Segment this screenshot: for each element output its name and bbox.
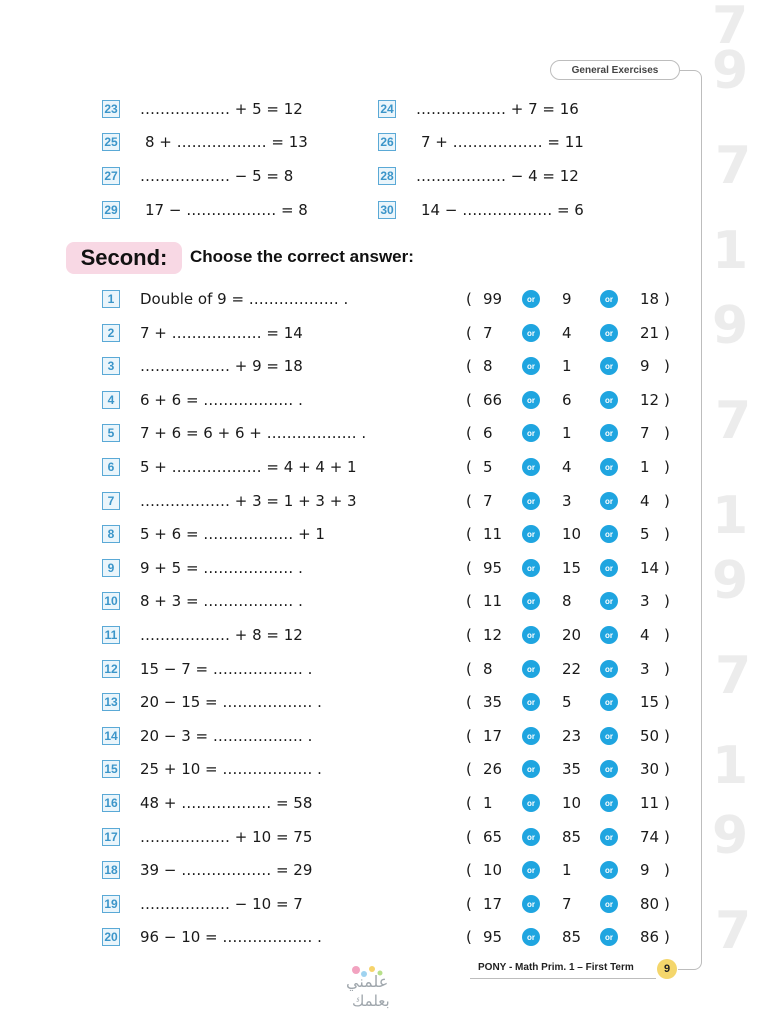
close-paren: )	[664, 727, 670, 745]
answer-option[interactable]: 5	[483, 458, 493, 476]
close-paren: )	[664, 660, 670, 678]
or-icon: or	[600, 424, 618, 442]
answer-option[interactable]: 4	[562, 324, 572, 342]
answer-option[interactable]: 20	[562, 626, 582, 644]
section-header-tag: General Exercises	[550, 60, 680, 80]
close-paren: )	[664, 290, 670, 308]
open-paren: (	[466, 794, 472, 812]
exercise-text: ……………… − 4 = 12	[416, 167, 579, 185]
or-icon: or	[522, 794, 540, 812]
exercise-text: ……………… + 5 = 12	[140, 100, 303, 118]
bg-digit: 9	[712, 296, 749, 356]
or-icon: or	[522, 760, 540, 778]
open-paren: (	[466, 324, 472, 342]
item-number: 25	[102, 133, 120, 151]
open-paren: (	[466, 492, 472, 510]
answer-option[interactable]: 5	[562, 693, 572, 711]
exercise-text: ……………… + 7 = 16	[416, 100, 579, 118]
question-number: 4	[102, 391, 120, 409]
or-icon: or	[600, 525, 618, 543]
or-icon: or	[522, 928, 540, 946]
answer-option[interactable]: 3	[640, 660, 650, 678]
open-paren: (	[466, 592, 472, 610]
answer-option[interactable]: 11	[483, 525, 503, 543]
open-paren: (	[466, 895, 472, 913]
question-number: 13	[102, 693, 120, 711]
bg-digit: 9	[712, 806, 749, 866]
answer-option[interactable]: 14	[640, 559, 660, 577]
close-paren: )	[664, 391, 670, 409]
exercise-text: 7 + ……………… = 11	[421, 133, 584, 151]
publisher-logo	[340, 962, 420, 1012]
or-icon: or	[600, 391, 618, 409]
question-text: 25 + 10 = ……………… .	[140, 760, 322, 778]
answer-option[interactable]: 66	[483, 391, 503, 409]
close-paren: )	[664, 357, 670, 375]
answer-option[interactable]: 30	[640, 760, 660, 778]
question-number: 6	[102, 458, 120, 476]
question-number: 16	[102, 794, 120, 812]
answer-option[interactable]: 5	[640, 525, 650, 543]
answer-option[interactable]: 95	[483, 559, 503, 577]
open-paren: (	[466, 458, 472, 476]
open-paren: (	[466, 828, 472, 846]
bg-digit: 7	[715, 646, 752, 706]
open-paren: (	[466, 861, 472, 879]
question-number: 17	[102, 828, 120, 846]
or-icon: or	[522, 324, 540, 342]
or-icon: or	[600, 727, 618, 745]
section-instruction: Choose the correct answer:	[190, 247, 414, 266]
answer-option[interactable]: 85	[562, 928, 582, 946]
close-paren: )	[664, 626, 670, 644]
page-number: 9	[657, 959, 677, 979]
close-paren: )	[664, 760, 670, 778]
or-icon: or	[522, 559, 540, 577]
answer-option[interactable]: 1	[640, 458, 650, 476]
logo-line-1: علمني	[346, 972, 389, 991]
open-paren: (	[466, 760, 472, 778]
or-icon: or	[600, 693, 618, 711]
or-icon: or	[522, 290, 540, 308]
answer-option[interactable]: 4	[640, 492, 650, 510]
or-icon: or	[600, 492, 618, 510]
answer-option[interactable]: 4	[562, 458, 572, 476]
section-label: Second:	[66, 242, 182, 274]
question-text: ……………… + 9 = 18	[140, 357, 303, 375]
answer-option[interactable]: 1	[483, 794, 493, 812]
question-text: ……………… + 3 = 1 + 3 + 3	[140, 492, 357, 510]
question-number: 12	[102, 660, 120, 678]
answer-option[interactable]: 7	[483, 492, 493, 510]
or-icon: or	[600, 794, 618, 812]
footer-line	[470, 978, 656, 979]
answer-option[interactable]: 12	[640, 391, 660, 409]
question-text: ……………… − 10 = 7	[140, 895, 303, 913]
answer-option[interactable]: 9	[640, 357, 650, 375]
answer-option[interactable]: 3	[562, 492, 572, 510]
question-text: 6 + 6 = ……………… .	[140, 391, 303, 409]
or-icon: or	[600, 290, 618, 308]
answer-option[interactable]: 17	[483, 895, 503, 913]
open-paren: (	[466, 727, 472, 745]
or-icon: or	[522, 861, 540, 879]
answer-option[interactable]: 18	[640, 290, 660, 308]
question-text: 8 + 3 = ……………… .	[140, 592, 303, 610]
question-number: 20	[102, 928, 120, 946]
question-text: 9 + 5 = ……………… .	[140, 559, 303, 577]
item-number: 28	[378, 167, 396, 185]
answer-option[interactable]: 80	[640, 895, 660, 913]
answer-option[interactable]: 10	[562, 525, 582, 543]
bg-digit: 7	[712, 0, 749, 56]
or-icon: or	[600, 861, 618, 879]
or-icon: or	[522, 592, 540, 610]
close-paren: )	[664, 424, 670, 442]
close-paren: )	[664, 928, 670, 946]
bg-digit: 7	[715, 136, 752, 196]
item-number: 30	[378, 201, 396, 219]
question-number: 1	[102, 290, 120, 308]
answer-option[interactable]: 8	[483, 357, 493, 375]
close-paren: )	[664, 895, 670, 913]
or-icon: or	[522, 693, 540, 711]
close-paren: )	[664, 794, 670, 812]
answer-option[interactable]: 6	[483, 424, 493, 442]
or-icon: or	[522, 626, 540, 644]
item-number: 26	[378, 133, 396, 151]
or-icon: or	[600, 324, 618, 342]
answer-option[interactable]: 9	[640, 861, 650, 879]
question-text: 5 + ……………… = 4 + 4 + 1	[140, 458, 357, 476]
answer-option[interactable]: 15	[640, 693, 660, 711]
or-icon: or	[600, 357, 618, 375]
frame-corner-top	[680, 70, 702, 80]
exercise-text: 17 − ……………… = 8	[145, 201, 308, 219]
or-icon: or	[522, 357, 540, 375]
answer-option[interactable]: 9	[562, 290, 572, 308]
close-paren: )	[664, 592, 670, 610]
close-paren: )	[664, 458, 670, 476]
answer-option[interactable]: 74	[640, 828, 660, 846]
or-icon: or	[522, 391, 540, 409]
question-number: 9	[102, 559, 120, 577]
answer-option[interactable]: 8	[483, 660, 493, 678]
or-icon: or	[522, 828, 540, 846]
open-paren: (	[466, 290, 472, 308]
answer-option[interactable]: 7	[483, 324, 493, 342]
exercise-text: ……………… − 5 = 8	[140, 167, 294, 185]
answer-option[interactable]: 50	[640, 727, 660, 745]
answer-option[interactable]: 11	[483, 592, 503, 610]
open-paren: (	[466, 693, 472, 711]
answer-option[interactable]: 10	[483, 861, 503, 879]
or-icon: or	[522, 525, 540, 543]
bg-digit: 9	[712, 551, 749, 611]
item-number: 24	[378, 100, 396, 118]
answer-option[interactable]: 1	[562, 861, 572, 879]
question-text: Double of 9 = ……………… .	[140, 290, 349, 308]
question-text: 20 − 3 = ……………… .	[140, 727, 313, 745]
question-number: 3	[102, 357, 120, 375]
close-paren: )	[664, 828, 670, 846]
exercise-text: 14 − ……………… = 6	[421, 201, 584, 219]
answer-option[interactable]: 26	[483, 760, 503, 778]
or-icon: or	[600, 559, 618, 577]
open-paren: (	[466, 559, 472, 577]
or-icon: or	[600, 458, 618, 476]
answer-option[interactable]: 35	[483, 693, 503, 711]
question-text: 96 − 10 = ……………… .	[140, 928, 322, 946]
answer-option[interactable]: 1	[562, 424, 572, 442]
answer-option[interactable]: 7	[640, 424, 650, 442]
close-paren: )	[664, 492, 670, 510]
or-icon: or	[522, 895, 540, 913]
question-number: 19	[102, 895, 120, 913]
answer-option[interactable]: 95	[483, 928, 503, 946]
answer-option[interactable]: 12	[483, 626, 503, 644]
question-number: 2	[102, 324, 120, 342]
answer-option[interactable]: 3	[640, 592, 650, 610]
or-icon: or	[522, 660, 540, 678]
bg-digit: 1	[712, 486, 749, 546]
logo-line-2: بعلمك	[352, 992, 390, 1010]
bg-digit: 7	[715, 901, 752, 961]
answer-option[interactable]: 1	[562, 357, 572, 375]
question-text: 48 + ……………… = 58	[140, 794, 313, 812]
answer-option[interactable]: 99	[483, 290, 503, 308]
or-icon: or	[522, 458, 540, 476]
footer-book-title: PONY - Math Prim. 1 – First Term	[478, 962, 634, 973]
answer-option[interactable]: 85	[562, 828, 582, 846]
question-text: 7 + ……………… = 14	[140, 324, 303, 342]
answer-option[interactable]: 6	[562, 391, 572, 409]
answer-option[interactable]: 15	[562, 559, 582, 577]
answer-option[interactable]: 35	[562, 760, 582, 778]
question-number: 5	[102, 424, 120, 442]
frame-line	[701, 80, 702, 952]
answer-option[interactable]: 10	[562, 794, 582, 812]
or-icon: or	[600, 928, 618, 946]
answer-option[interactable]: 65	[483, 828, 503, 846]
bg-digit: 9	[712, 41, 749, 101]
question-text: ……………… + 10 = 75	[140, 828, 313, 846]
question-text: 20 − 15 = ……………… .	[140, 693, 322, 711]
question-text: 15 − 7 = ……………… .	[140, 660, 313, 678]
question-text: 7 + 6 = 6 + 6 + ……………… .	[140, 424, 367, 442]
open-paren: (	[466, 357, 472, 375]
or-icon: or	[600, 626, 618, 644]
or-icon: or	[522, 492, 540, 510]
item-number: 23	[102, 100, 120, 118]
bg-digit: 1	[712, 736, 749, 796]
answer-option[interactable]: 11	[640, 794, 660, 812]
bg-digit: 7	[715, 391, 752, 451]
question-number: 15	[102, 760, 120, 778]
answer-option[interactable]: 4	[640, 626, 650, 644]
close-paren: )	[664, 324, 670, 342]
item-number: 27	[102, 167, 120, 185]
or-icon: or	[522, 424, 540, 442]
close-paren: )	[664, 693, 670, 711]
question-number: 7	[102, 492, 120, 510]
question-text: 5 + 6 = ……………… + 1	[140, 525, 325, 543]
bg-digit: 1	[712, 221, 749, 281]
question-number: 14	[102, 727, 120, 745]
answer-option[interactable]: 7	[562, 895, 572, 913]
or-icon: or	[600, 760, 618, 778]
open-paren: (	[466, 391, 472, 409]
open-paren: (	[466, 525, 472, 543]
close-paren: )	[664, 525, 670, 543]
answer-option[interactable]: 86	[640, 928, 660, 946]
answer-option[interactable]: 21	[640, 324, 660, 342]
question-text: 39 − ……………… = 29	[140, 861, 313, 879]
or-icon: or	[600, 592, 618, 610]
question-number: 11	[102, 626, 120, 644]
question-number: 10	[102, 592, 120, 610]
open-paren: (	[466, 660, 472, 678]
answer-option[interactable]: 8	[562, 592, 572, 610]
open-paren: (	[466, 424, 472, 442]
question-number: 18	[102, 861, 120, 879]
close-paren: )	[664, 861, 670, 879]
answer-option[interactable]: 23	[562, 727, 582, 745]
question-number: 8	[102, 525, 120, 543]
exercise-text: 8 + ……………… = 13	[145, 133, 308, 151]
frame-corner-bottom	[678, 950, 702, 970]
answer-option[interactable]: 22	[562, 660, 582, 678]
answer-option[interactable]: 17	[483, 727, 503, 745]
or-icon: or	[600, 828, 618, 846]
open-paren: (	[466, 626, 472, 644]
or-icon: or	[600, 895, 618, 913]
close-paren: )	[664, 559, 670, 577]
item-number: 29	[102, 201, 120, 219]
question-text: ……………… + 8 = 12	[140, 626, 303, 644]
or-icon: or	[600, 660, 618, 678]
open-paren: (	[466, 928, 472, 946]
or-icon: or	[522, 727, 540, 745]
